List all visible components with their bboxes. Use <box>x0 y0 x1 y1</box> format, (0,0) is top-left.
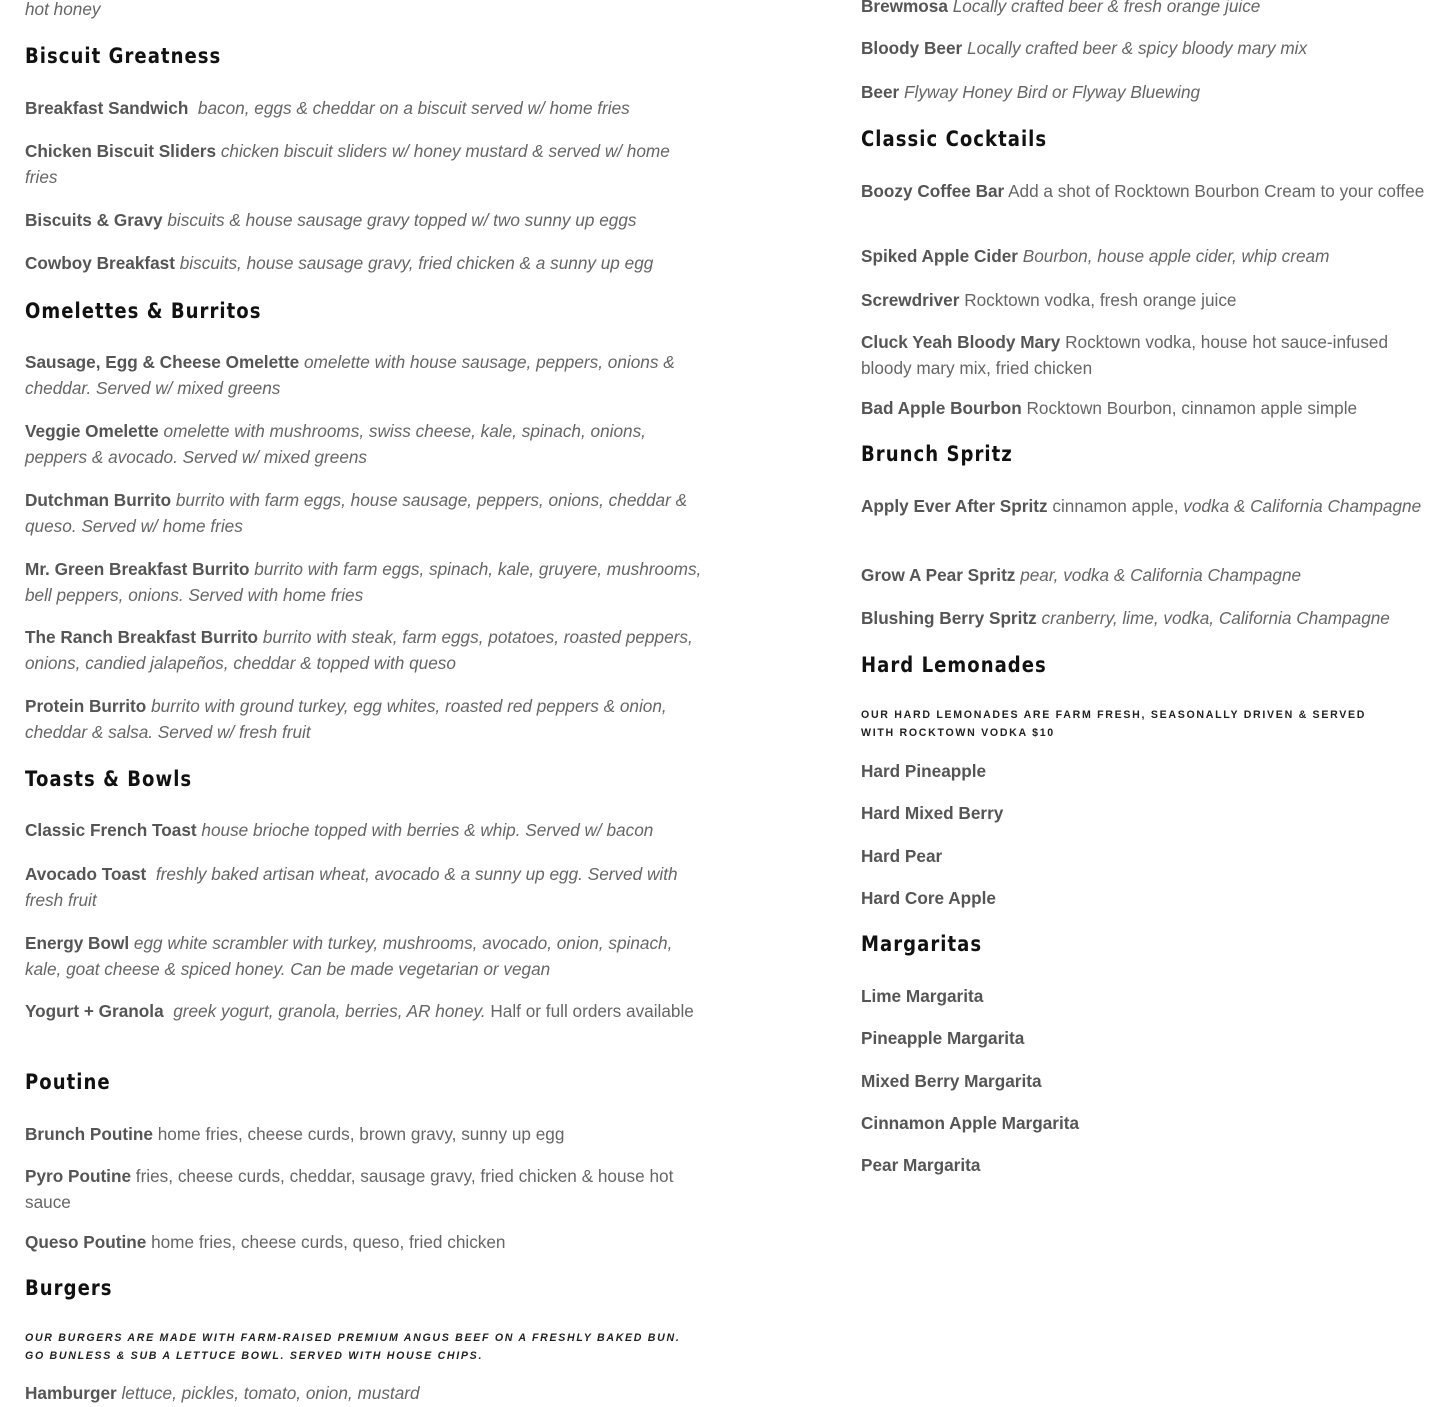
menu-item: Hard Mixed Berry <box>861 803 1004 823</box>
section-heading-omelettes-burritos: Omelettes & Burritos <box>25 299 262 323</box>
section-heading-brunch-spritz: Brunch Spritz <box>861 442 1013 466</box>
menu-item: Beer Flyway Honey Bird or Flyway Bluewing <box>861 82 1201 102</box>
menu-item: Mixed Berry Margarita <box>861 1071 1042 1091</box>
menu-item: Grow A Pear Spritz pear, vodka & California Champagne <box>861 565 1302 585</box>
section-heading-hard-lemonades: Hard Lemonades <box>861 653 1047 677</box>
menu-item: Yogurt + Granola greek yogurt, granola, berries, AR honey. Half or full orders available <box>25 1001 694 1021</box>
menu-item: Pyro Poutine fries, cheese curds, cheddar, sausage gravy, fried chicken & house hot sauce <box>25 1166 674 1212</box>
menu-item: Chicken Biscuit Sliders chicken biscuit sliders w/ honey mustard & served w/ home fries <box>25 141 670 187</box>
menu-item: Hamburger lettuce, pickles, tomato, onion, mustard <box>25 1383 420 1403</box>
menu-item: Avocado Toast freshly baked artisan wheat, avocado & a sunny up egg. Served with fresh fruit <box>25 864 678 910</box>
menu-item: Cluck Yeah Bloody Mary Rocktown vodka, house hot sauce-infused bloody mary mix, fried chicken <box>861 332 1389 378</box>
top-fragment-text: hot honey <box>25 0 101 19</box>
menu-item: Cowboy Breakfast biscuits, house sausage gravy, fried chicken & a sunny up egg <box>25 253 654 273</box>
menu-item: Pear Margarita <box>861 1155 981 1175</box>
menu-item: Classic French Toast house brioche topped with berries & whip. Served w/ bacon <box>25 820 654 840</box>
menu-item: Breakfast Sandwich bacon, eggs & cheddar on a biscuit served w/ home fries <box>25 98 630 118</box>
menu-item: Mr. Green Breakfast Burrito burrito with farm eggs, spinach, kale, gruyere, mushrooms, bell peppers, onions. Served with home fries <box>25 559 702 605</box>
menu-item: Biscuits & Gravy biscuits & house sausage gravy topped w/ two sunny up eggs <box>25 210 637 230</box>
menu-item: Screwdriver Rocktown vodka, fresh orange juice <box>861 290 1237 310</box>
menu-item: Hard Pear <box>861 846 943 866</box>
section-heading-classic-cocktails: Classic Cocktails <box>861 127 1048 151</box>
menu-item: The Ranch Breakfast Burrito burrito with steak, farm eggs, potatoes, roasted peppers, onions, candied jalapeños, cheddar & topped with queso <box>25 627 693 673</box>
menu-item: Hard Core Apple <box>861 888 996 908</box>
menu-item: Dutchman Burrito burrito with farm eggs, house sausage, peppers, onions, cheddar & queso. Served w/ home fries <box>25 490 688 536</box>
menu-item: Boozy Coffee Bar Add a shot of Rocktown Bourbon Cream to your coffee <box>861 181 1425 201</box>
menu-item: Bloody Beer Locally crafted beer & spicy bloody mary mix <box>861 38 1308 58</box>
menu-item: Queso Poutine home fries, cheese curds, queso, fried chicken <box>25 1232 506 1252</box>
menu-item: Spiked Apple Cider Bourbon, house apple cider, whip cream <box>861 246 1330 266</box>
hard-lemonades-note: OUR HARD LEMONADES ARE FARM FRESH, SEASONALLY DRIVEN & SERVED WITH ROCKTOWN VODKA $10 <box>861 709 1367 739</box>
menu-item: Brunch Poutine home fries, cheese curds, brown gravy, sunny up egg <box>25 1124 565 1144</box>
menu-item: Apply Ever After Spritz cinnamon apple, vodka & California Champagne <box>861 496 1422 516</box>
section-heading-burgers: Burgers <box>25 1276 113 1300</box>
menu-item: Lime Margarita <box>861 986 984 1006</box>
menu-item: Hard Pineapple <box>861 761 987 781</box>
menu-item: Cinnamon Apple Margarita <box>861 1113 1080 1133</box>
section-heading-toasts-bowls: Toasts & Bowls <box>25 767 193 791</box>
menu-item: Energy Bowl egg white scrambler with turkey, mushrooms, avocado, onion, spinach, kale, goat cheese & spiced honey. Can be made vegetarian or vegan <box>25 933 673 979</box>
menu-item: Blushing Berry Spritz cranberry, lime, vodka, California Champagne <box>861 608 1390 628</box>
menu-item: Sausage, Egg & Cheese Omelette omelette with house sausage, peppers, onions & cheddar. Served w/ mixed greens <box>25 352 675 398</box>
menu-item: Pineapple Margarita <box>861 1028 1025 1048</box>
menu-item: Protein Burrito burrito with ground turkey, egg whites, roasted red peppers & onion, cheddar & salsa. Served w/ fresh fruit <box>25 696 667 742</box>
section-heading-biscuit-greatness: Biscuit Greatness <box>25 44 222 68</box>
menu-item: Veggie Omelette omelette with mushrooms, swiss cheese, kale, spinach, onions, peppers & avocado. Served w/ mixed greens <box>25 421 646 467</box>
burgers-note: OUR BURGERS ARE MADE WITH FARM-RAISED PREMIUM ANGUS BEEF ON A FRESHLY BAKED BUN. GO BUNLESS & SUB A LETTUCE BOWL. SERVED WITH HOUSE CHIPS. <box>25 1332 681 1362</box>
section-heading-margaritas: Margaritas <box>861 932 983 956</box>
menu-item: Brewmosa Locally crafted beer & fresh orange juice <box>861 0 1261 16</box>
section-heading-poutine: Poutine <box>25 1070 111 1094</box>
menu-item: Bad Apple Bourbon Rocktown Bourbon, cinnamon apple simple <box>861 398 1358 418</box>
